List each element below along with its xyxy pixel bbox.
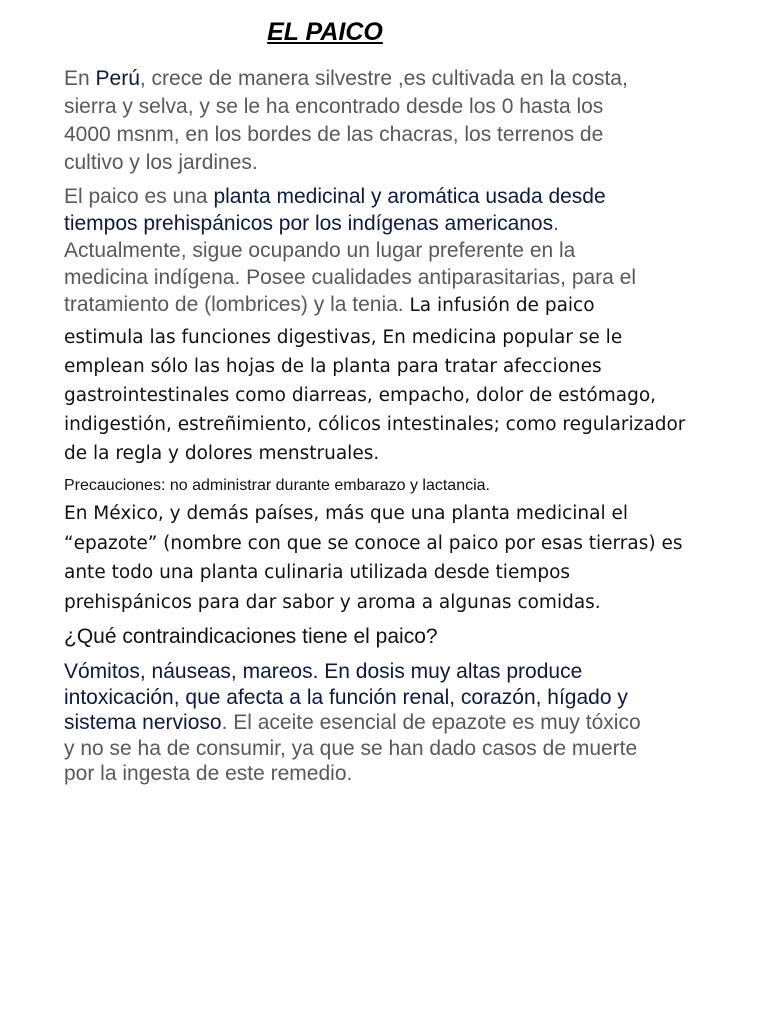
p2-line-2: tiempos prehispánicos por los indígenas americanos: [64, 212, 554, 235]
p2c-line-5: de la regla y dolores menstruales.: [64, 443, 380, 464]
p6-line-3-a: sistema nervioso: [64, 711, 222, 734]
p2-line-2-end: .: [553, 212, 559, 235]
heading-contraindications: ¿Qué contraindicaciones tiene el paico?: [64, 625, 438, 648]
p2-line-3: Actualmente, sigue ocupando un lugar preferente en la: [64, 239, 576, 262]
p4-line-4: prehispánicos para dar sabor y aroma a algunas comidas.: [64, 591, 601, 613]
p1-line-3: 4000 msnm, en los bordes de las chacras, los terrenos de: [64, 123, 604, 146]
p2-line-4: medicina indígena. Posee cualidades antiparasitarias, para el: [64, 266, 637, 289]
document-title: EL PAICO: [267, 18, 383, 46]
p6-line-3-b: . El aceite esencial de epazote es muy tóxico: [221, 711, 641, 734]
p6-line-2: intoxicación, que afecta a la función renal, corazón, hígado y: [64, 685, 628, 709]
p1-text-c: , crece de manera silvestre ,es cultivada en la costa,: [139, 67, 628, 90]
p2c-line-1: estimula las funciones digestivas, En medicina popular se le: [64, 327, 623, 348]
paragraph-medicinal: [64, 183, 714, 319]
p1-text-peru: Perú: [95, 67, 140, 90]
p2c-line-3: gastrointestinales como diarreas, empacho, dolor de estómago,: [64, 385, 657, 406]
p2-line-5-a: tratamiento de (lombrices) y la tenia.: [64, 293, 410, 316]
paragraph-mexico: [64, 499, 714, 617]
p1-line-4: cultivo y los jardines.: [64, 151, 258, 174]
p4-line-2: “epazote” (nombre con que se conoce al paico por esas tierras) es: [64, 532, 683, 554]
p2-text-b: planta medicinal y aromática usada desde: [213, 185, 606, 208]
p2-line-5-b: La infusión de paico: [409, 295, 595, 316]
p6-line-5: por la ingesta de este remedio.: [64, 762, 353, 785]
paragraph-contraindications: [64, 659, 714, 787]
p2c-line-4: indigestión, estreñimiento, cólicos intestinales; como regularizador: [64, 414, 686, 435]
p2c-line-2: emplean sólo las hojas de la planta para tratar afecciones: [64, 356, 602, 377]
p1-line-2: sierra y selva, y se le ha encontrado desde los 0 hasta los: [64, 95, 604, 118]
paragraph-origin: [64, 65, 714, 177]
p1-text-a: En: [64, 67, 96, 90]
paragraph-precautions: Precauciones: no administrar durante embarazo y lactancia.: [64, 477, 490, 494]
p2-text-a: El paico es una: [64, 185, 214, 208]
p6-line-1: Vómitos, náuseas, mareos. En dosis muy altas produce: [64, 660, 583, 683]
p4-line-1: En México, y demás países, más que una planta medicinal el: [64, 503, 629, 524]
p6-line-4: y no se ha de consumir, ya que se han dado casos de muerte: [64, 736, 638, 760]
p4-line-3: ante todo una planta culinaria utilizada desde tiempos: [64, 562, 571, 583]
paragraph-medicinal-continued: [64, 323, 714, 468]
